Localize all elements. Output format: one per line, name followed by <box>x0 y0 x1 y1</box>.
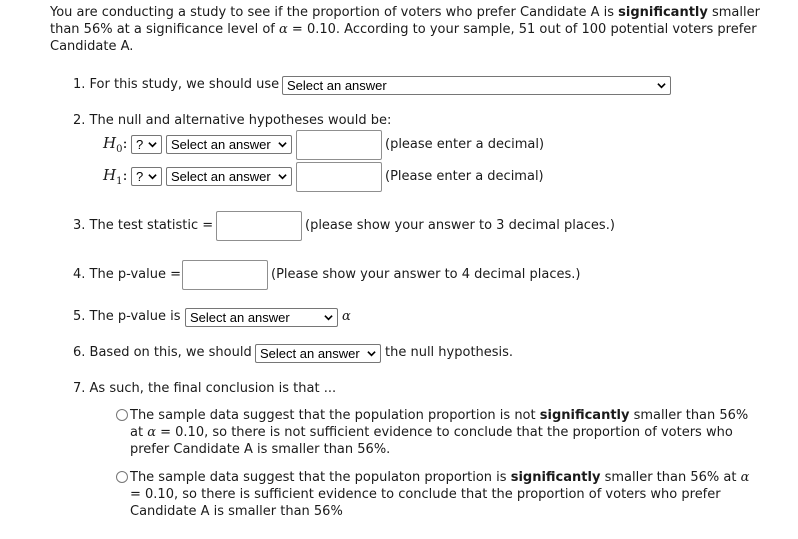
p-value-hint: (Please show your answer to 4 decimal places.) <box>271 267 581 282</box>
alpha-symbol: α <box>740 470 750 485</box>
null-operator-select[interactable] <box>131 135 162 154</box>
alternative-operator-select[interactable] <box>131 167 162 186</box>
alpha-symbol: α <box>342 309 351 324</box>
option-text: smaller than 56% at <box>130 408 749 440</box>
null-value-input[interactable] <box>296 130 382 160</box>
chevron-down-icon <box>324 313 333 322</box>
select-value: Select an answer <box>171 137 271 152</box>
test-type-select[interactable] <box>282 76 671 95</box>
select-value: Select an answer <box>190 310 290 325</box>
alternative-parameter-select[interactable] <box>166 167 292 186</box>
alternative-value-hint: (Please enter a decimal) <box>385 169 544 184</box>
hypothesis-letter: H <box>103 166 117 184</box>
conclusion-option-1-text <box>130 407 760 458</box>
question-5-label: 5. The p-value is <box>73 309 181 324</box>
chevron-down-icon <box>148 140 157 149</box>
select-value: Select an answer <box>171 169 271 184</box>
alpha-symbol: α <box>279 22 288 37</box>
option-text: The sample data suggest that the population proportion is not <box>130 408 540 423</box>
chevron-down-icon <box>148 172 157 181</box>
hypothesis-letter: H <box>103 134 117 152</box>
select-value: ? <box>136 169 144 184</box>
decision-suffix: the null hypothesis. <box>385 345 514 360</box>
p-value-input[interactable] <box>182 260 268 290</box>
null-parameter-select[interactable] <box>166 135 292 154</box>
option-emphasis: significantly <box>510 470 601 485</box>
question-6-label: 6. Based on this, we should <box>73 345 252 360</box>
alternative-value-input[interactable] <box>296 162 382 192</box>
select-value: ? <box>136 137 144 152</box>
intro-text: You are conducting a study to see if the proportion of voters who prefer Candidate A is <box>50 5 619 20</box>
intro-emphasis: significantly <box>618 5 708 20</box>
conclusion-option-1-radio[interactable] <box>116 409 128 421</box>
option-text: = 0.10, so there is sufficient evidence to conclude that the proportion of voters who prefer Candidate A is smaller than 56% <box>130 487 721 519</box>
option-text: The sample data suggest that the populaton proportion is <box>130 470 511 485</box>
conclusion-option-2-text <box>130 469 760 520</box>
option-text: smaller than 56% at <box>600 470 741 485</box>
question-3-label: 3. The test statistic = <box>73 218 214 233</box>
option-emphasis: significantly <box>539 408 630 423</box>
chevron-down-icon <box>657 81 666 90</box>
select-value: Select an answer <box>287 78 387 93</box>
alpha-symbol: α <box>147 425 156 440</box>
alternative-hypothesis-symbol <box>103 166 128 187</box>
null-hypothesis-symbol <box>103 134 128 155</box>
intro-text: = 0.10. According to your sample, 51 out of 100 potential voters prefer Candidate A. <box>50 22 757 54</box>
decision-select[interactable] <box>255 344 381 363</box>
question-7-label: 7. As such, the final conclusion is that ... <box>73 381 337 396</box>
chevron-down-icon <box>367 349 376 358</box>
problem-statement <box>50 4 762 55</box>
hypothesis-colon: : <box>122 166 128 184</box>
chevron-down-icon <box>278 172 287 181</box>
question-2-label: 2. The null and alternative hypotheses would be: <box>73 113 392 128</box>
chevron-down-icon <box>278 140 287 149</box>
hypothesis-subscript: 1 <box>116 176 123 187</box>
hypothesis-colon: : <box>122 134 128 152</box>
test-statistic-input[interactable] <box>216 211 302 241</box>
option-text: = 0.10, so there is not sufficient evidence to conclude that the proportion of voters who prefer Candidate A is smaller than 56%. <box>130 425 733 457</box>
intro-text: smaller than 56% at a significance level of <box>50 5 760 37</box>
test-statistic-hint: (please show your answer to 3 decimal places.) <box>305 218 615 233</box>
p-value-comparison-select[interactable] <box>185 308 338 327</box>
question-1-label: 1. For this study, we should use <box>73 77 280 92</box>
question-4-label: 4. The p-value = <box>73 267 181 282</box>
hypothesis-subscript: 0 <box>116 144 123 155</box>
conclusion-option-2-radio[interactable] <box>116 471 128 483</box>
null-value-hint: (please enter a decimal) <box>385 137 545 152</box>
select-value: Select an answer <box>260 346 360 361</box>
